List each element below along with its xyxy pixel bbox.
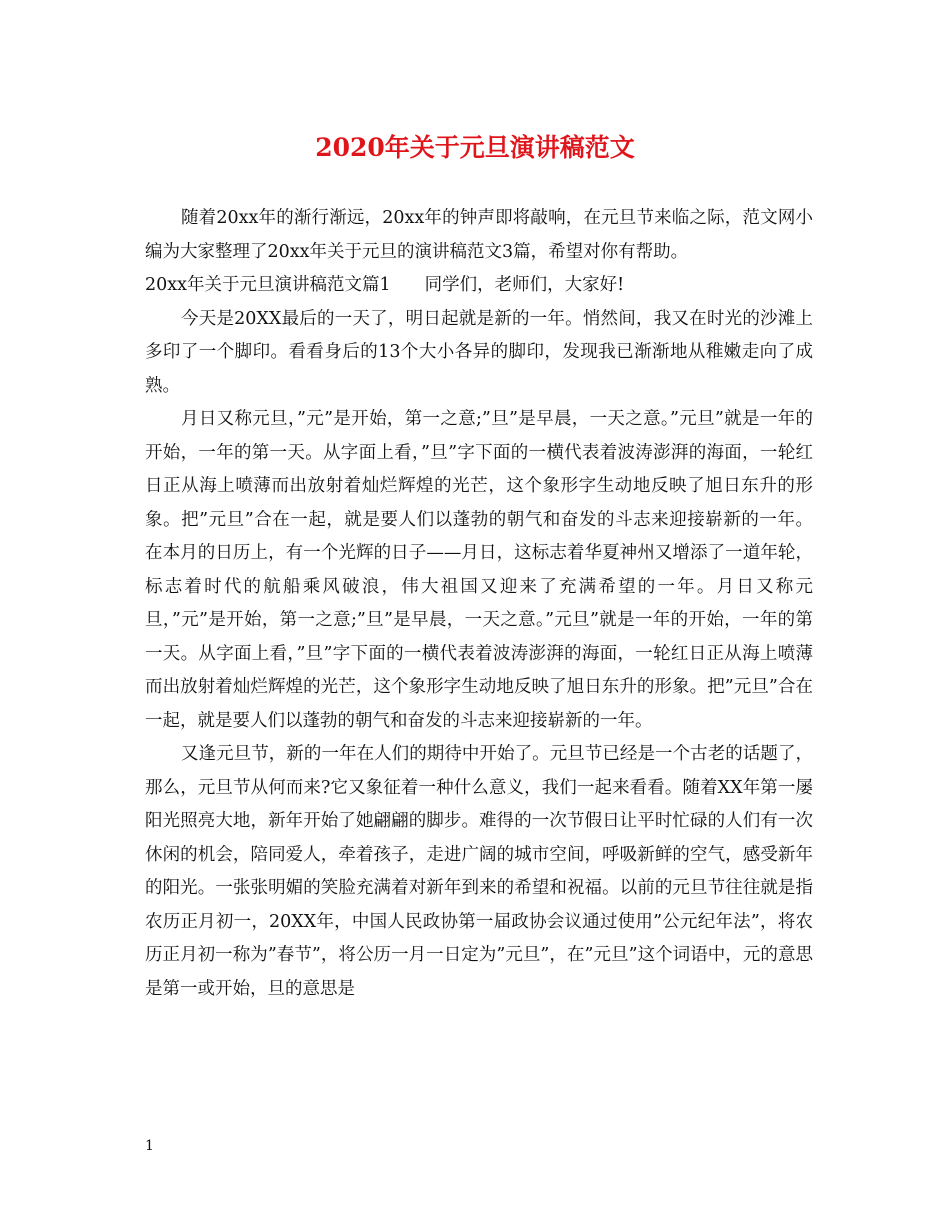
paragraph-origin: 又逢元旦节，新的一年在人们的期待中开始了。元旦节已经是一个古老的话题了，那么，元旦节从何而来?它又象征着一种什么意义，我们一起来看看。随着XX年第一屡阳光照亮大地，新年开始了她翩翩的脚步。难得的一次节假日让平时忙碌的人们有一次休闲的机会，陪同爱人，牵着孩子，走进广阔的城市空间，呼吸新鲜的空气，感受新年的阳光。一张张明媚的笑脸充满着对新年到来的希望和祝福。以前的元旦节往往就是指农历正月初一，20XX年，中国人民政协第一届政协会议通过使用”公元纪年法”，将农历正月初一称为”春节”，将公历一月一日定为”元旦”，在”元旦”这个词语中，元的意思是第一或开始，旦的意思是 (145, 744, 813, 999)
document-title: 2020年关于元旦演讲稿范文 (315, 133, 635, 162)
page-number: 1 (145, 1138, 154, 1154)
document-body (145, 202, 813, 1006)
paragraph-today: 今天是20XX最后的一天了，明日起就是新的一年。悄然间，我又在时光的沙滩上多印了一个脚印。看看身后的13个大小各异的脚印，发现我已渐渐地从稚嫩走向了成熟。 (145, 308, 813, 396)
paragraph-intro: 随着20xx年的渐行渐远，20xx年的钟声即将敲响，在元旦节来临之际，范文网小编为大家整理了20xx年关于元旦的演讲稿范文3篇，希望对你有帮助。 (145, 208, 813, 262)
greeting: 同学们，老师们，大家好! (424, 275, 625, 295)
section-heading-line (145, 269, 813, 303)
paragraph-yuandan-meaning: 月日又称元旦，”元”是开始，第一之意;”旦”是早晨，一天之意。”元旦”就是一年的开始，一年的第一天。从字面上看，”旦”字下面的一横代表着波涛澎湃的海面，一轮红日正从海上喷薄而出放射着灿烂辉煌的光芒，这个象形字生动地反映了旭日东升的形象。把”元旦”合在一起，就是要人们以蓬勃的朝气和奋发的斗志来迎接崭新的一年。 在本月的日历上，有一个光辉的日子——月日，这标志着华夏神州又增添了一道年轮，标志着时代的航船乘风破浪，伟大祖国又迎来了充满希望的一年。月日又称元旦，”元”是开始，第一之意;”旦”是早晨，一天之意。”元旦”就是一年的开始，一年的第一天。从字面上看，”旦”字下面的一横代表着波涛澎湃的海面，一轮红日正从海上喷薄而出放射着灿烂辉煌的光芒，这个象形字生动地反映了旭日东升的形象。把”元旦”合在一起，就是要人们以蓬勃的朝气和奋发的斗志来迎接崭新的一年。 (145, 409, 813, 731)
section-heading: 20xx年关于元旦演讲稿范文篇1 (145, 275, 391, 295)
